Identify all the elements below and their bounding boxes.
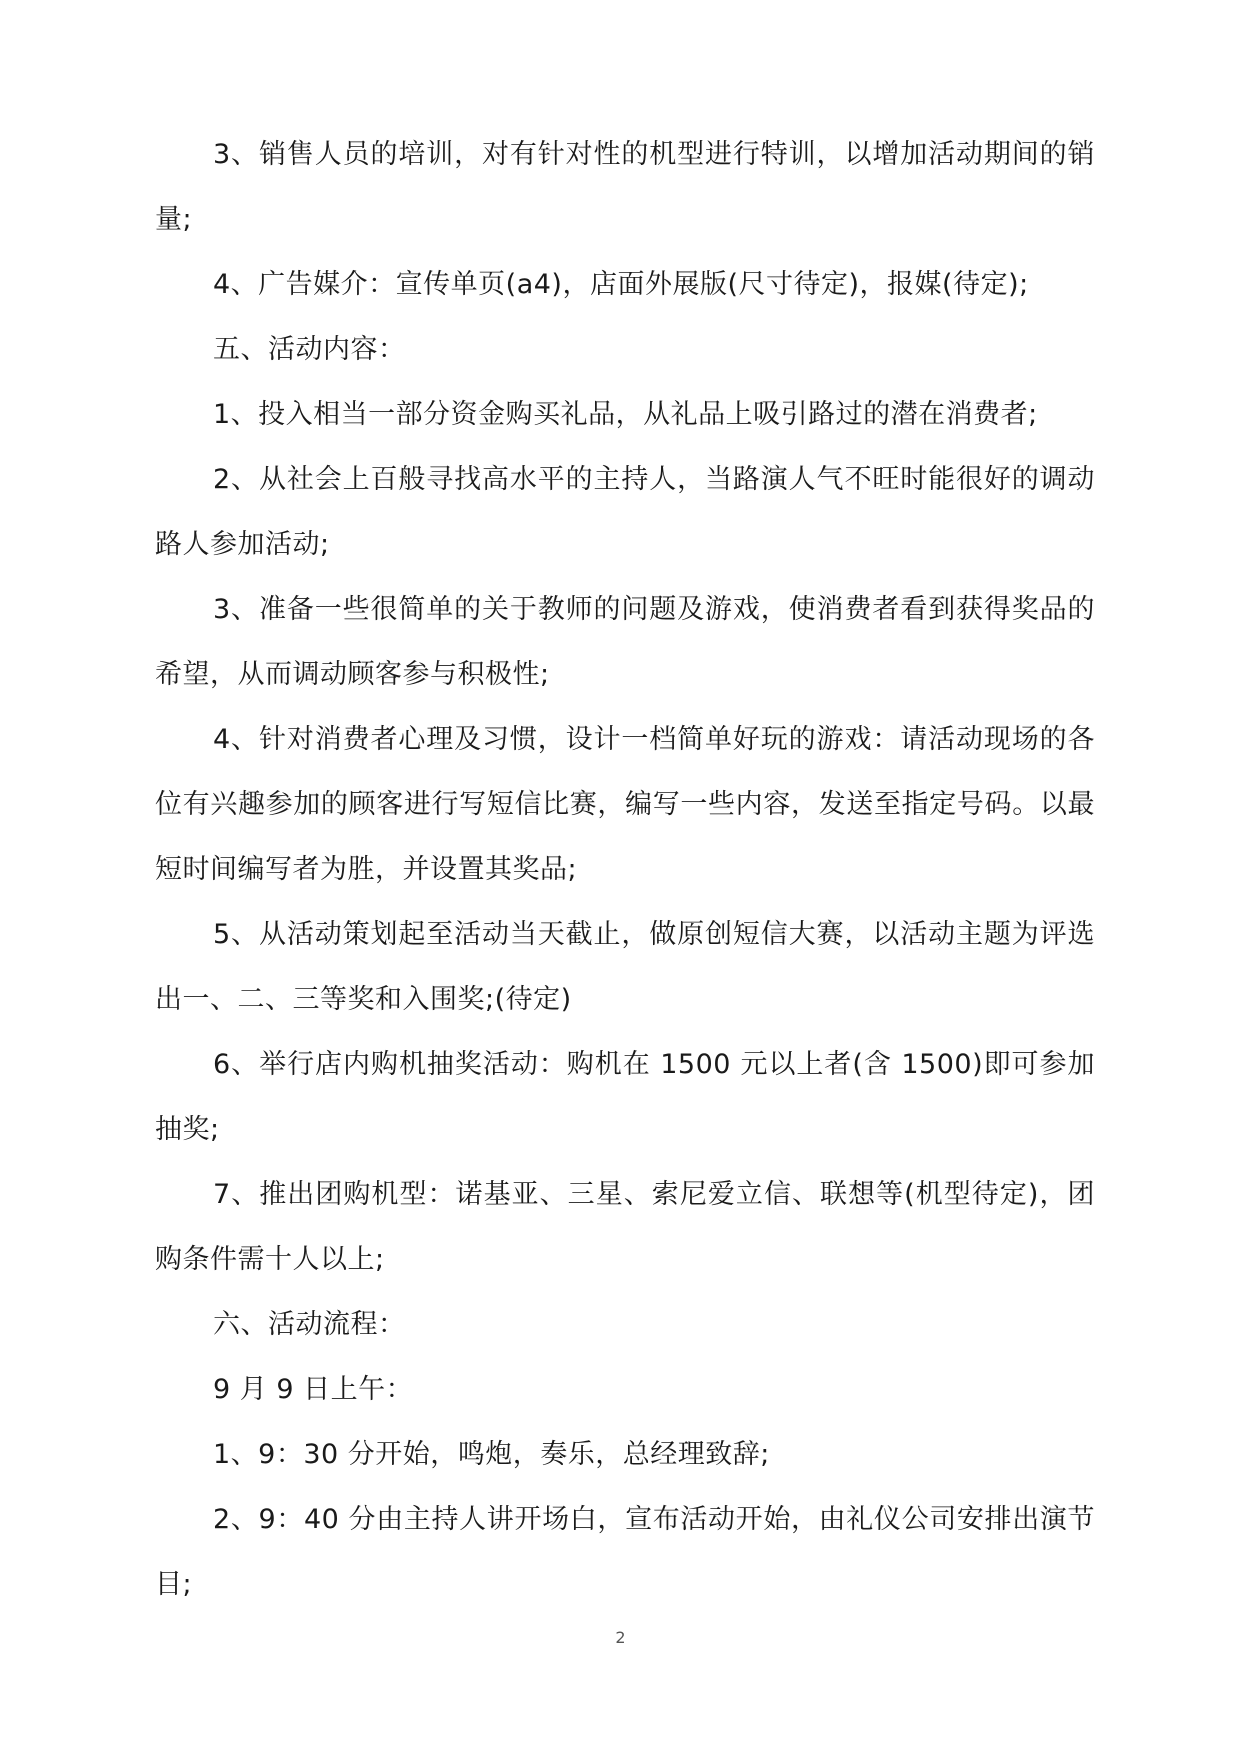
paragraph-lottery: 6、举行店内购机抽奖活动：购机在 1500 元以上者(含 1500)即可参加抽奖; bbox=[155, 1049, 1095, 1145]
page-number: 2 bbox=[615, 1628, 626, 1647]
section-heading-activity-flow: 六、活动流程： bbox=[213, 1309, 406, 1340]
paragraph-date: 9 月 9 日上午： bbox=[213, 1374, 414, 1405]
paragraph-quiz-games: 3、准备一些很简单的关于教师的问题及游戏，使消费者看到获得奖品的希望，从而调动顾客参与积极性; bbox=[155, 594, 1095, 690]
paragraph-sales-training: 3、销售人员的培训，对有针对性的机型进行特训，以增加活动期间的销量; bbox=[155, 139, 1095, 235]
paragraph-group-purchase: 7、推出团购机型：诺基亚、三星、索尼爱立信、联想等(机型待定)，团购条件需十人以上; bbox=[155, 1179, 1095, 1275]
paragraph-flow-step-1: 1、9：30 分开始，鸣炮，奏乐，总经理致辞; bbox=[213, 1439, 770, 1470]
paragraph-sms-game: 4、针对消费者心理及习惯，设计一档简单好玩的游戏：请活动现场的各位有兴趣参加的顾客进行写短信比赛，编写一些内容，发送至指定号码。以最短时间编写者为胜，并设置其奖品; bbox=[155, 724, 1095, 885]
paragraph-host: 2、从社会上百般寻找高水平的主持人，当路演人气不旺时能很好的调动路人参加活动; bbox=[155, 464, 1095, 560]
paragraph-advertising-media: 4、广告媒介：宣传单页(a4)，店面外展版(尺寸待定)，报媒(待定); bbox=[213, 269, 1029, 300]
paragraph-sms-contest: 5、从活动策划起至活动当天截止，做原创短信大赛，以活动主题为评选出一、二、三等奖和入围奖;(待定) bbox=[155, 919, 1095, 1015]
paragraph-flow-step-2: 2、9：40 分由主持人讲开场白，宣布活动开始，由礼仪公司安排出演节目; bbox=[155, 1504, 1095, 1600]
paragraph-gifts: 1、投入相当一部分资金购买礼品，从礼品上吸引路过的潜在消费者; bbox=[213, 399, 1038, 430]
document-body bbox=[155, 122, 1095, 1617]
section-heading-activity-content: 五、活动内容： bbox=[213, 334, 406, 365]
